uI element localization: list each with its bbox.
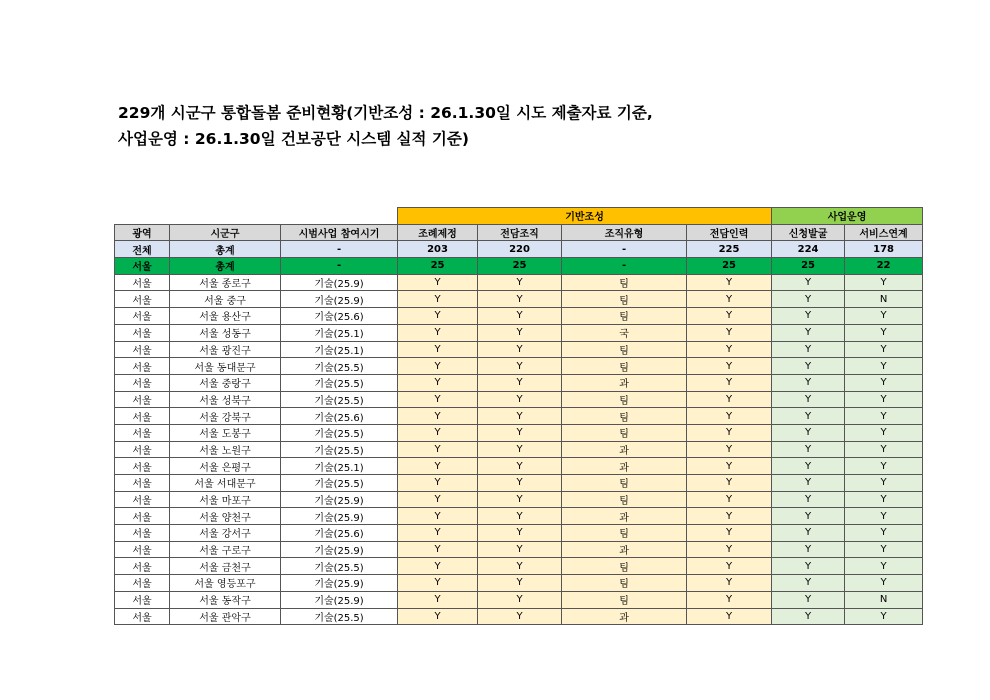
table-cell: Y: [687, 541, 772, 558]
col-dedicated-org: 전담조직: [478, 224, 562, 241]
table-row: [115, 541, 923, 558]
table-cell: Y: [845, 341, 923, 358]
table-cell: 서울 금천구: [170, 558, 281, 575]
col-service-link: 서비스연계: [845, 224, 923, 241]
table-cell: 기술(25.6): [281, 408, 398, 425]
table-cell: 25: [398, 258, 478, 275]
table-cell: 서울: [115, 341, 170, 358]
table-row: [115, 374, 923, 391]
table-cell: 22: [845, 258, 923, 275]
table-cell: Y: [398, 324, 478, 341]
table-cell: Y: [687, 324, 772, 341]
table-cell: Y: [478, 508, 562, 525]
table-cell: Y: [772, 558, 845, 575]
table-cell: Y: [398, 274, 478, 291]
table-cell: 25: [478, 258, 562, 275]
total-row: [115, 241, 923, 258]
col-application: 신청발굴: [772, 224, 845, 241]
table-cell: 기술(25.1): [281, 458, 398, 475]
table-cell: 기술(25.9): [281, 291, 398, 308]
table-cell: 서울: [115, 608, 170, 625]
table-cell: Y: [772, 575, 845, 592]
table-cell: 기술(25.9): [281, 591, 398, 608]
table-row: [115, 458, 923, 475]
table-cell: 서울 강서구: [170, 525, 281, 542]
table-cell: 203: [398, 241, 478, 258]
table-cell: Y: [687, 441, 772, 458]
table-cell: 기술(25.6): [281, 308, 398, 325]
table-cell: 서울 서대문구: [170, 475, 281, 492]
table-cell: Y: [845, 424, 923, 441]
table-cell: Y: [845, 508, 923, 525]
table-cell: 기술(25.6): [281, 525, 398, 542]
table-cell: 팀: [562, 308, 687, 325]
group-basis: 기반조성: [398, 208, 772, 225]
table-row: [115, 475, 923, 492]
table-cell: Y: [478, 458, 562, 475]
table-cell: Y: [845, 374, 923, 391]
table-cell: Y: [772, 358, 845, 375]
table-cell: 팀: [562, 291, 687, 308]
table-row: [115, 408, 923, 425]
table-cell: -: [281, 241, 398, 258]
table-cell: 팀: [562, 274, 687, 291]
table-cell: Y: [772, 458, 845, 475]
table-cell: 전체: [115, 241, 170, 258]
col-dedicated-staff: 전담인력: [687, 224, 772, 241]
table-cell: 225: [687, 241, 772, 258]
table-cell: 서울 광진구: [170, 341, 281, 358]
table-cell: 서울 영등포구: [170, 575, 281, 592]
table-cell: 서울: [115, 558, 170, 575]
table-cell: Y: [478, 541, 562, 558]
table-cell: Y: [772, 491, 845, 508]
table-cell: Y: [687, 424, 772, 441]
table-cell: 팀: [562, 408, 687, 425]
table-cell: Y: [398, 424, 478, 441]
table-cell: Y: [398, 591, 478, 608]
table-cell: -: [562, 258, 687, 275]
table-row: [115, 358, 923, 375]
table-cell: 기술(25.9): [281, 541, 398, 558]
table-cell: 서울: [115, 291, 170, 308]
table-row: [115, 391, 923, 408]
table-cell: 서울 양천구: [170, 508, 281, 525]
table-cell: 팀: [562, 341, 687, 358]
table-cell: 서울: [115, 308, 170, 325]
table-cell: 서울: [115, 491, 170, 508]
table-cell: Y: [845, 274, 923, 291]
table-cell: Y: [398, 374, 478, 391]
table-cell: 팀: [562, 491, 687, 508]
table-cell: 서울: [115, 525, 170, 542]
table-cell: 기술(25.5): [281, 558, 398, 575]
table-cell: 서울 노원구: [170, 441, 281, 458]
table-row: [115, 291, 923, 308]
col-ordinance: 조례제정: [398, 224, 478, 241]
table-cell: 서울: [115, 541, 170, 558]
table-cell: Y: [478, 308, 562, 325]
table-cell: 서울 동대문구: [170, 358, 281, 375]
table-cell: Y: [687, 358, 772, 375]
table-cell: Y: [478, 441, 562, 458]
table-cell: Y: [687, 525, 772, 542]
table-cell: Y: [478, 324, 562, 341]
table-cell: 기술(25.9): [281, 274, 398, 291]
table-cell: Y: [772, 408, 845, 425]
table-cell: Y: [478, 525, 562, 542]
table-cell: Y: [478, 341, 562, 358]
table-cell: 서울 관악구: [170, 608, 281, 625]
table-cell: Y: [845, 358, 923, 375]
table-cell: N: [845, 591, 923, 608]
table-cell: Y: [772, 308, 845, 325]
table-cell: 서울 종로구: [170, 274, 281, 291]
table-cell: Y: [398, 358, 478, 375]
table-cell: 25: [772, 258, 845, 275]
table-cell: 팀: [562, 575, 687, 592]
table-cell: Y: [845, 541, 923, 558]
table-cell: Y: [845, 441, 923, 458]
table-cell: 서울: [115, 475, 170, 492]
table-cell: Y: [772, 341, 845, 358]
table-cell: 팀: [562, 391, 687, 408]
table-cell: Y: [845, 575, 923, 592]
table-cell: Y: [772, 591, 845, 608]
table-cell: 서울 강북구: [170, 408, 281, 425]
col-district: 시군구: [170, 224, 281, 241]
table-cell: Y: [772, 424, 845, 441]
table-cell: 서울: [115, 408, 170, 425]
table-cell: Y: [687, 274, 772, 291]
table-cell: Y: [772, 391, 845, 408]
table-cell: Y: [398, 541, 478, 558]
table-cell: -: [281, 258, 398, 275]
table-cell: Y: [398, 408, 478, 425]
table-cell: 서울 도봉구: [170, 424, 281, 441]
table-cell: Y: [845, 391, 923, 408]
table-cell: Y: [845, 475, 923, 492]
table-cell: 기술(25.5): [281, 475, 398, 492]
table-row: [115, 274, 923, 291]
table-cell: Y: [478, 424, 562, 441]
group-operation: 사업운영: [772, 208, 923, 225]
table-cell: Y: [478, 274, 562, 291]
table-row: [115, 575, 923, 592]
table-cell: Y: [687, 291, 772, 308]
table-cell: 서울: [115, 274, 170, 291]
table-cell: Y: [398, 391, 478, 408]
table-row: [115, 558, 923, 575]
table-cell: 팀: [562, 591, 687, 608]
table-cell: 팀: [562, 475, 687, 492]
table-cell: Y: [478, 608, 562, 625]
table-cell: Y: [845, 458, 923, 475]
table-cell: Y: [687, 408, 772, 425]
table-row: [115, 441, 923, 458]
table-cell: Y: [687, 491, 772, 508]
table-cell: Y: [687, 308, 772, 325]
table-cell: 과: [562, 608, 687, 625]
table-cell: Y: [845, 558, 923, 575]
table-cell: Y: [478, 291, 562, 308]
table-cell: Y: [398, 291, 478, 308]
table-cell: 과: [562, 541, 687, 558]
table-cell: Y: [398, 525, 478, 542]
table-cell: Y: [478, 558, 562, 575]
table-cell: Y: [772, 441, 845, 458]
table-cell: Y: [398, 508, 478, 525]
table-cell: Y: [398, 458, 478, 475]
table-cell: Y: [398, 575, 478, 592]
table-cell: Y: [478, 591, 562, 608]
table-cell: 서울: [115, 258, 170, 275]
table-cell: Y: [845, 308, 923, 325]
table-cell: Y: [478, 491, 562, 508]
table-cell: 서울: [115, 441, 170, 458]
table-cell: Y: [478, 475, 562, 492]
table-row: [115, 525, 923, 542]
table-cell: Y: [687, 591, 772, 608]
table-cell: Y: [687, 475, 772, 492]
table-cell: Y: [772, 508, 845, 525]
table-cell: Y: [398, 491, 478, 508]
table-cell: Y: [772, 541, 845, 558]
table-cell: 과: [562, 458, 687, 475]
table-cell: Y: [687, 341, 772, 358]
table-cell: 서울 구로구: [170, 541, 281, 558]
table-cell: Y: [772, 324, 845, 341]
table-cell: 기술(25.1): [281, 341, 398, 358]
table-cell: Y: [845, 324, 923, 341]
table-row: [115, 608, 923, 625]
table-cell: Y: [398, 608, 478, 625]
table-cell: Y: [772, 274, 845, 291]
table-cell: Y: [687, 575, 772, 592]
table-cell: 기술(25.1): [281, 324, 398, 341]
table-cell: Y: [845, 491, 923, 508]
table-cell: Y: [687, 508, 772, 525]
table-cell: 과: [562, 508, 687, 525]
table-cell: N: [845, 291, 923, 308]
status-table: [114, 207, 923, 625]
column-header-row: [115, 224, 923, 241]
table-cell: Y: [398, 308, 478, 325]
table-row: [115, 424, 923, 441]
table-cell: Y: [845, 408, 923, 425]
table-cell: Y: [845, 608, 923, 625]
table-cell: 팀: [562, 558, 687, 575]
table-cell: 국: [562, 324, 687, 341]
table-cell: 서울 성동구: [170, 324, 281, 341]
table-cell: Y: [478, 391, 562, 408]
table-cell: 220: [478, 241, 562, 258]
table-cell: 과: [562, 374, 687, 391]
table-cell: Y: [687, 374, 772, 391]
table-cell: Y: [687, 558, 772, 575]
table-cell: 25: [687, 258, 772, 275]
seoul-total-row: [115, 258, 923, 275]
table-cell: Y: [687, 391, 772, 408]
group-header-row: [115, 208, 923, 225]
table-row: [115, 324, 923, 341]
table-cell: 과: [562, 441, 687, 458]
table-cell: 서울: [115, 591, 170, 608]
table-cell: Y: [772, 475, 845, 492]
table-cell: 기술(25.5): [281, 391, 398, 408]
col-region: 광역: [115, 224, 170, 241]
table-cell: 기술(25.5): [281, 608, 398, 625]
table-row: [115, 591, 923, 608]
table-row: [115, 491, 923, 508]
table-cell: 서울: [115, 458, 170, 475]
table-row: [115, 508, 923, 525]
table-cell: 총계: [170, 258, 281, 275]
table-cell: Y: [772, 291, 845, 308]
table-cell: 기술(25.9): [281, 491, 398, 508]
table-cell: 서울: [115, 575, 170, 592]
table-cell: Y: [398, 341, 478, 358]
table-cell: Y: [772, 608, 845, 625]
table-cell: Y: [687, 608, 772, 625]
table-cell: 서울 은평구: [170, 458, 281, 475]
table-cell: 224: [772, 241, 845, 258]
table-cell: 서울: [115, 324, 170, 341]
table-cell: 서울 마포구: [170, 491, 281, 508]
table-cell: Y: [772, 374, 845, 391]
table-cell: 서울 중구: [170, 291, 281, 308]
table-cell: 기술(25.5): [281, 374, 398, 391]
table-cell: -: [562, 241, 687, 258]
table-cell: Y: [478, 575, 562, 592]
table-cell: 서울: [115, 424, 170, 441]
table-cell: Y: [845, 525, 923, 542]
table-cell: Y: [687, 458, 772, 475]
table-cell: 기술(25.5): [281, 358, 398, 375]
col-org-type: 조직유형: [562, 224, 687, 241]
table-cell: 팀: [562, 525, 687, 542]
table-cell: Y: [478, 374, 562, 391]
table-cell: 서울: [115, 358, 170, 375]
table-row: [115, 308, 923, 325]
table-cell: Y: [398, 558, 478, 575]
table-cell: 서울: [115, 508, 170, 525]
table-cell: 서울: [115, 374, 170, 391]
table-row: [115, 341, 923, 358]
table-cell: 총계: [170, 241, 281, 258]
table-cell: 팀: [562, 358, 687, 375]
page-title: 229개 시군구 통합돌봄 준비현황(기반조성 : 26.1.30일 시도 제출자료 기준, 사업운영 : 26.1.30일 건보공단 시스템 실적 기준): [118, 104, 653, 148]
table-cell: 서울 동작구: [170, 591, 281, 608]
table-cell: 178: [845, 241, 923, 258]
table-cell: 서울 중랑구: [170, 374, 281, 391]
table-cell: 서울: [115, 391, 170, 408]
table-cell: 기술(25.5): [281, 424, 398, 441]
table-cell: 팀: [562, 424, 687, 441]
table-cell: 기술(25.9): [281, 575, 398, 592]
table-cell: Y: [478, 408, 562, 425]
table-cell: 기술(25.9): [281, 508, 398, 525]
table-cell: Y: [772, 525, 845, 542]
table-cell: Y: [398, 441, 478, 458]
table-cell: 기술(25.5): [281, 441, 398, 458]
table-cell: 서울 성북구: [170, 391, 281, 408]
table-cell: Y: [478, 358, 562, 375]
col-pilot-period: 시범사업 참여시기: [281, 224, 398, 241]
table-cell: 서울 용산구: [170, 308, 281, 325]
table-cell: Y: [398, 475, 478, 492]
